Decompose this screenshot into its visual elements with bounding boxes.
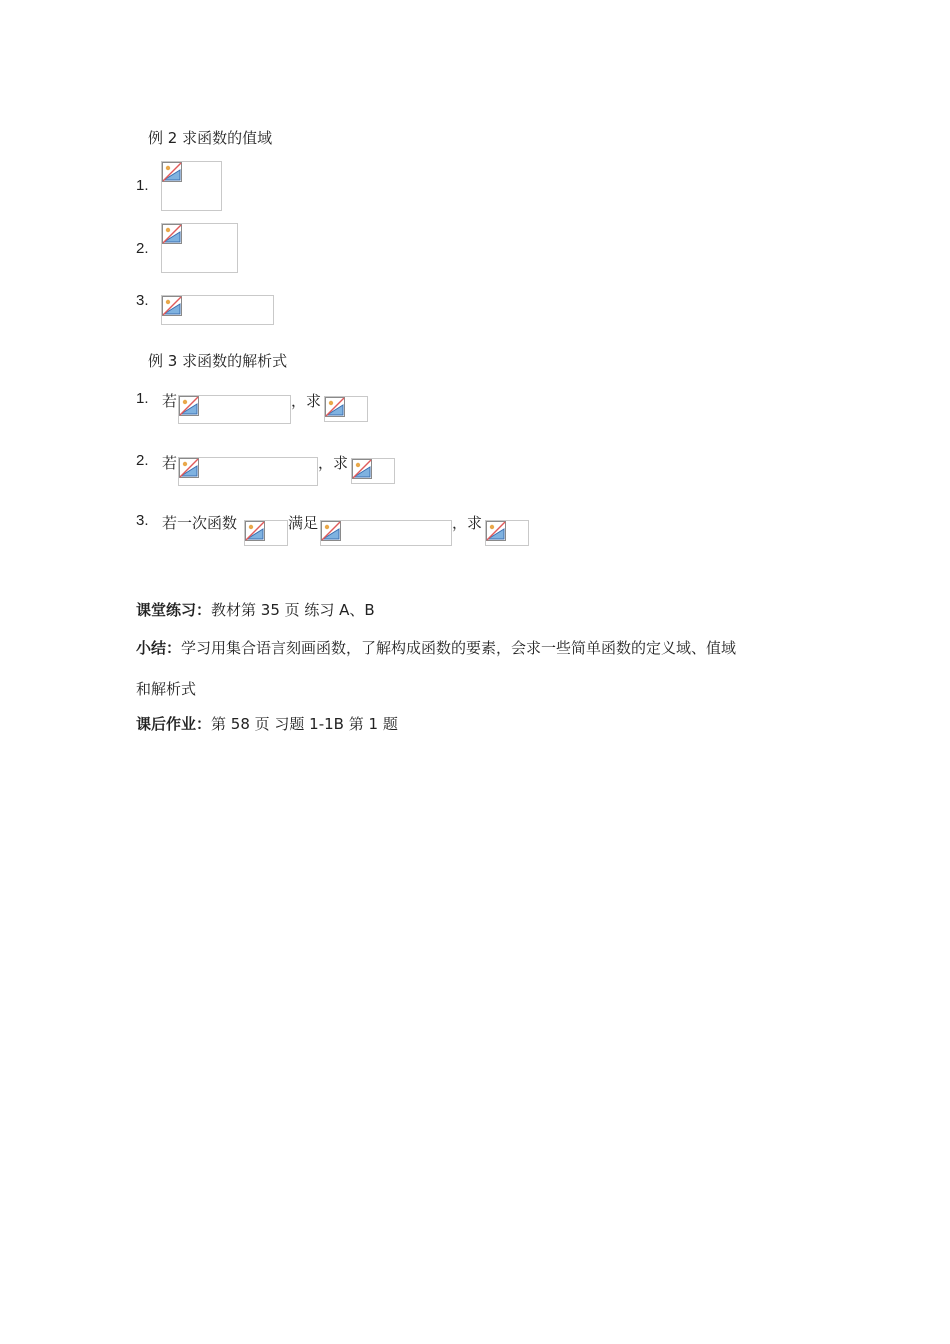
broken-image-icon: [321, 521, 341, 541]
example2-title: 例 2 求函数的值域: [148, 129, 273, 147]
summary-line-1: [136, 637, 736, 658]
summary-text-1: 学习用集合语言刻画函数，了解构成函数的要素，会求一些简单函数的定义域、值域: [181, 639, 737, 657]
summary-label: 小结：: [136, 639, 182, 657]
homework-label: 课后作业：: [136, 715, 212, 733]
summary-text-2: 和解析式: [136, 680, 197, 698]
example3-item-1-pre: 若: [162, 392, 178, 410]
formula-image: [161, 223, 238, 273]
formula-image: [485, 520, 529, 546]
example3-item-1-mid: ，求: [291, 392, 322, 410]
broken-image-icon: [325, 397, 345, 417]
formula-image: [178, 395, 291, 424]
practice-line: [136, 599, 375, 620]
example3-item-2-mid: ，求: [318, 454, 349, 472]
example3-item-3-mid2: ，求: [452, 514, 483, 532]
example3-item-3-pre: 若一次函数: [162, 514, 238, 532]
broken-image-icon: [179, 458, 199, 478]
formula-image: [161, 161, 222, 211]
formula-image: [324, 396, 368, 422]
broken-image-icon: [486, 521, 506, 541]
homework-text: 第 58 页 习题 1-1B 第 1 题: [211, 715, 398, 733]
homework-line: [136, 713, 398, 734]
broken-image-icon: [162, 296, 182, 316]
broken-image-icon: [245, 521, 265, 541]
formula-image: [351, 458, 395, 484]
example2-item-3-num: 3.: [136, 292, 149, 309]
example3-item-3-num: 3.: [136, 512, 149, 529]
formula-image: [161, 295, 274, 325]
example3-item-2-pre: 若: [162, 454, 178, 472]
example3-item-1-num: 1.: [136, 390, 149, 407]
broken-image-icon: [179, 396, 199, 416]
broken-image-icon: [162, 224, 182, 244]
broken-image-icon: [162, 162, 182, 182]
example3-title: 例 3 求函数的解析式: [148, 352, 288, 370]
example2-item-2-num: 2.: [136, 240, 149, 257]
formula-image: [178, 457, 318, 486]
example3-item-2-num: 2.: [136, 452, 149, 469]
broken-image-icon: [352, 459, 372, 479]
practice-label: 课堂练习：: [136, 601, 212, 619]
practice-text: 教材第 35 页 练习 A、B: [211, 601, 375, 619]
formula-image: [320, 520, 452, 546]
formula-image: [244, 520, 288, 546]
example3-item-3-mid: 满足: [288, 514, 319, 532]
example2-item-1-num: 1.: [136, 177, 149, 194]
